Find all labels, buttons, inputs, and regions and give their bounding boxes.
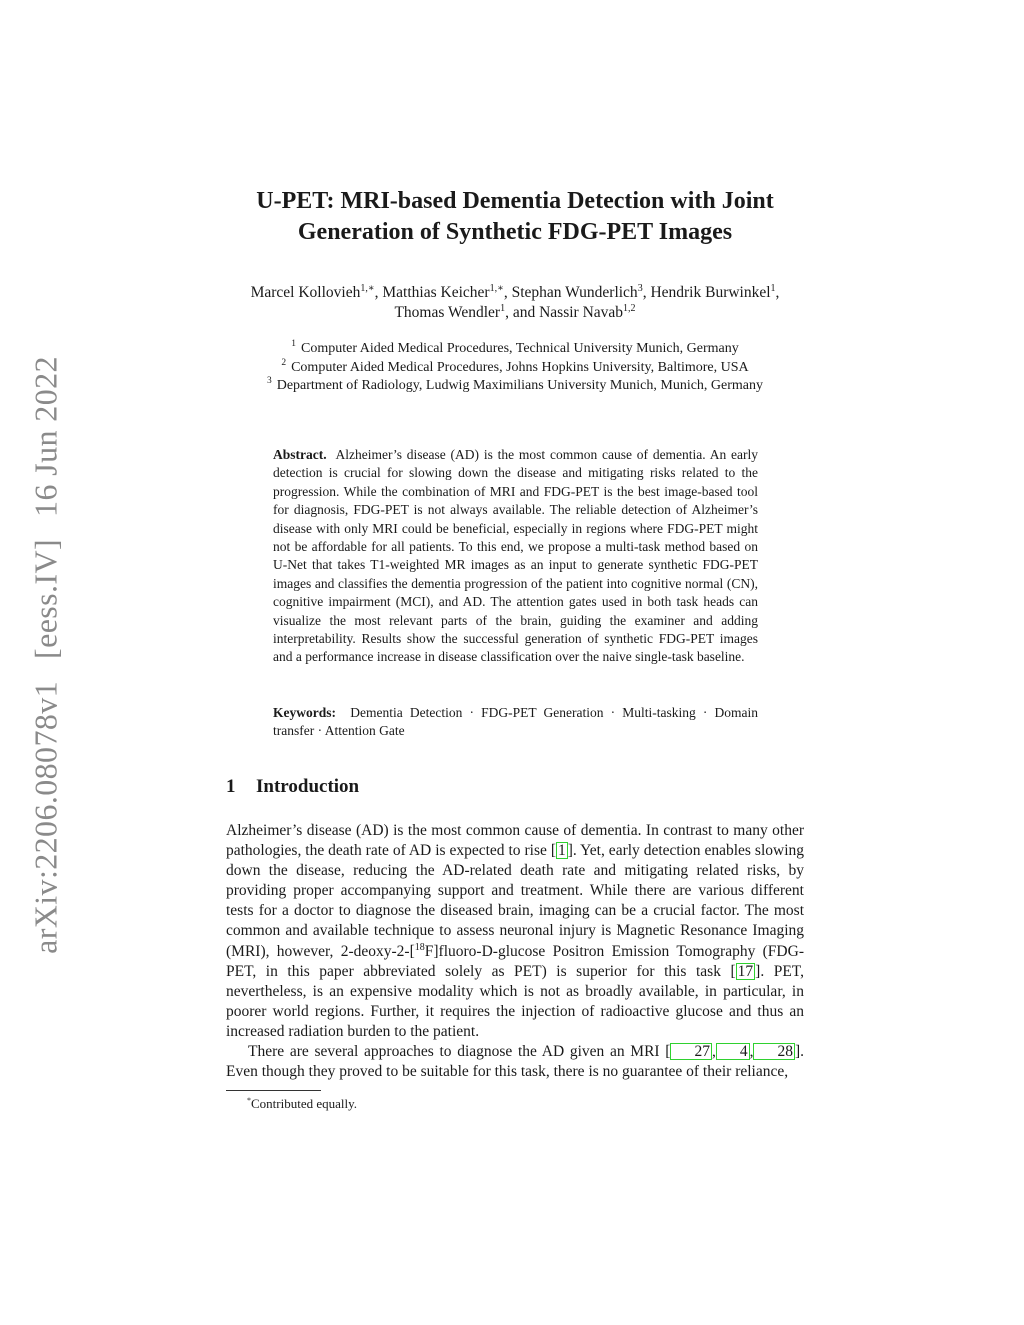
author-affil-sup: 1 [770,283,776,294]
introduction-body [226,821,804,1082]
citation-link[interactable]: 1 [558,842,566,860]
affiliation-3: $^3$ Department of Radiology, Ludwig Maximilians University Munich, Munich, Germany [266,376,764,393]
author-name: Matthias Keicher [382,284,490,301]
affiliation-1: $^1$ Computer Aided Medical Procedures, Technical University Munich, Germany [291,339,739,356]
arxiv-date: 16 Jun 2022 [27,356,64,517]
abstract [273,446,758,667]
footnote [247,1095,357,1113]
citation-link[interactable]: 4 [716,1043,750,1060]
arxiv-category: [eess.IV] [27,538,64,659]
paper-title [180,186,850,248]
author-list [180,283,850,323]
paragraph: There are several approaches to diagnose the AD given an MRI [ 27 , 4 , 28 ]. Even though they proved to be suitable for this task, there is no guarantee of their reliance, [226,1043,804,1081]
author-affil-sup: 1,∗ [489,283,504,294]
author-name: Hendrik Burwinkel [650,284,771,301]
section-number: 1 [226,776,236,797]
author-affil-sup: 1 [500,303,506,314]
section-heading [226,776,359,798]
author-line-1: Marcel Kollovieh$^{1,∗}$, Matthias Keicher$^{1,∗}$, Stephan Wunderlich$^3$, Hendrik Burwinkel$^1$, [250,283,780,301]
section-title: Introduction [256,776,360,797]
arxiv-stamp [16,355,76,955]
author-affil-sup: 1,2 [623,303,636,314]
author-line-2: Thomas Wendler$^1$, and Nassir Navab$^{1,2}$ [394,303,636,321]
abstract-text: Alzheimer’s disease (AD) is the most common cause of dementia. An early detection is crucial for slowing down the disease and mitigating risks related to the progression. While the combination of MRI and FDG-PET is the best image-based tool for diagnosis, FDG-PET is not always available. The reliable detection of Alzheimer’s disease with only MRI could be beneficial, especially in regions where FDG-PET might not be affordable for all patients. To this end, we propose a multi-task method based on U-Net that takes T1-weighted MR images as an input to generate synthetic FDG-PET images and classifies the dementia progression of the patient into cognitive normal (CN), cognitive impairment (MCI), and AD. The attention gates used in both task heads can visualize the most relevant parts of the brain, guiding the examiner and adding interpretability. Results show the successful generation of synthetic FDG-PET images and a performance increase in disease classification over the naive single-task baseline. [273,447,758,665]
author-affil-sup: 1,∗ [360,283,375,294]
paragraph: Alzheimer’s disease (AD) is the most common cause of dementia. In contrast to many other pathologies, the death rate of AD is expected to rise [ 1 ]. Yet, early detection enables slowing down the disease, reducing the AD-related death rate and mitigating related risks, by providing proper accompanying support and treatment. While there are various different tests for a doctor to diagnose the diseased brain, imaging can be a crucial factor. The most common and available technique to assess neuronal injury is Magnetic Resonance Imaging (MRI), however, 2-deoxy-2-[$^{18}$F]fluoro-D-glucose Positron Emission Tomography (FDG-PET, in this paper abbreviated solely as PET) is superior for this task [ 17 ]. PET, nevertheless, is an expensive modality which is not as broadly available, in particular, in poorer world regions. Further, it requires the injection of radioactive glucose and thus an increased radiation burden to the patient. [226,822,805,1040]
abstract-label: Abstract. [273,447,327,462]
footnote-divider [226,1090,321,1091]
title-line-1: U-PET: MRI-based Dementia Detection with Joint [256,188,774,214]
keywords-label: Keywords: [273,705,336,720]
arxiv-id[interactable]: arXiv:2206.08078v1 [27,680,64,954]
footnote-mark: * [247,1096,251,1105]
author-name: Marcel Kollovieh [250,284,361,301]
author-name: Thomas Wendler [394,304,501,321]
keywords [273,704,758,741]
author-affil-sup: 3 [637,283,643,294]
author-name: Stephan Wunderlich [511,284,638,301]
citation-link[interactable]: 27 [670,1043,712,1060]
title-line-2: Generation of Synthetic FDG-PET Images [297,219,733,245]
footnote-text: Contributed equally. [251,1096,358,1111]
author-name: Nassir Navab [539,304,624,321]
affiliations [180,340,850,396]
keywords-text: Dementia Detection · FDG-PET Generation · Multi-tasking · Domain transfer · Attention Gate [273,705,758,739]
citation-link[interactable]: 28 [753,1043,795,1060]
citation-link[interactable]: 17 [737,962,754,980]
affiliation-2: $^2$ Computer Aided Medical Procedures, Johns Hopkins University, Baltimore, USA [281,357,749,375]
